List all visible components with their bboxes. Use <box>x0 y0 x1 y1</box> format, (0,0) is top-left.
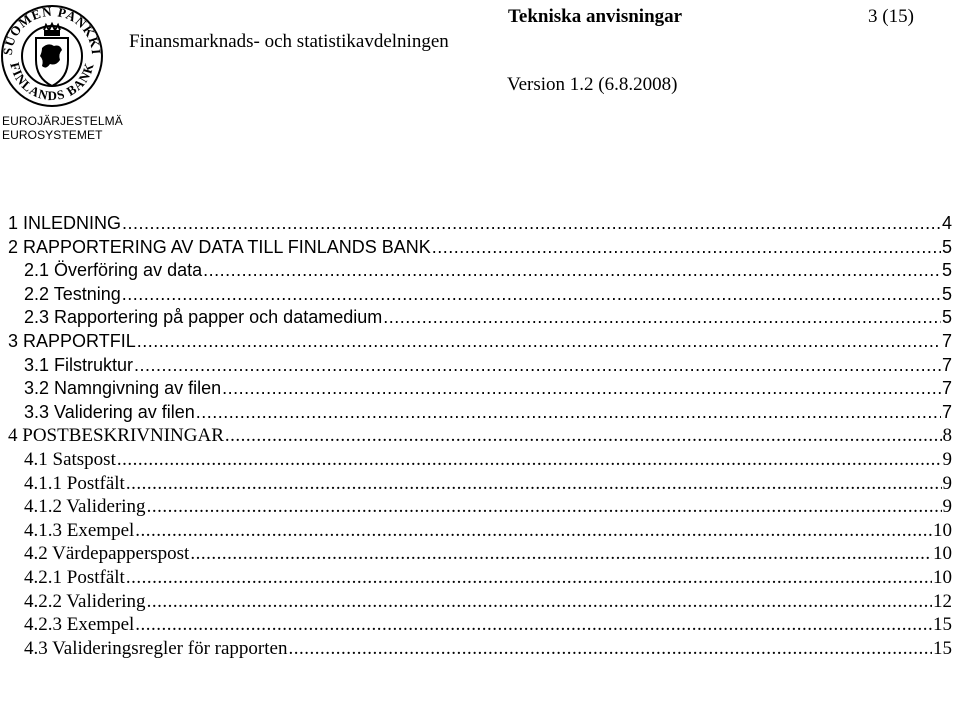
toc-entry-page-number: 5 <box>941 283 952 304</box>
toc-dot-leader <box>288 637 932 661</box>
toc-entry-label: 1 INLEDNING <box>8 213 122 233</box>
toc-dot-leader <box>117 448 942 472</box>
toc-dot-leader <box>126 472 942 496</box>
toc-entry[interactable] <box>0 306 960 330</box>
eurosystem-label-sv: EUROSYSTEMET <box>2 128 103 142</box>
toc-entry[interactable] <box>0 236 960 260</box>
svg-text:FINLANDS BANK <box>7 61 97 104</box>
toc-entry-page-number: 10 <box>933 566 952 588</box>
seal-text-top: SUOMEN PANKKI <box>0 3 104 56</box>
toc-entry-label: 4.2.2 Validering <box>24 590 146 612</box>
toc-entry[interactable] <box>0 519 960 543</box>
toc-entry-page-number: 9 <box>942 448 952 470</box>
toc-dot-leader <box>203 259 941 283</box>
page-number: 3 (15) <box>868 6 914 27</box>
toc-entry-page-number: 15 <box>933 637 952 659</box>
toc-entry[interactable] <box>0 613 960 637</box>
toc-entry-page-number: 10 <box>933 519 952 541</box>
toc-dot-leader <box>122 212 941 236</box>
toc-entry[interactable] <box>0 472 960 496</box>
toc-entry-label: 2.3 Rapportering på papper och datamedium <box>24 307 383 328</box>
toc-dot-leader <box>432 236 941 260</box>
department-name: Finansmarknads- och statistikavdelningen <box>129 31 449 52</box>
toc-entry[interactable] <box>0 448 960 472</box>
toc-entry-page-number: 5 <box>941 260 952 281</box>
toc-dot-leader <box>222 377 941 401</box>
toc-entry-page-number: 12 <box>933 590 952 612</box>
toc-entry-label: 4.1.3 Exempel <box>24 519 135 541</box>
toc-entry[interactable] <box>0 283 960 307</box>
toc-entry-label: 4 POSTBESKRIVNINGAR <box>8 425 224 447</box>
toc-entry-page-number: 7 <box>941 330 952 351</box>
bank-seal-icon <box>0 0 104 112</box>
toc-entry-label: 2 RAPPORTERING AV DATA TILL FINLANDS BANK <box>8 236 431 257</box>
toc-entry-label: 3 RAPPORTFIL <box>8 330 136 351</box>
toc-entry-label: 3.3 Validering av filen <box>24 401 195 422</box>
eurosystem-label-fi: EUROJÄRJESTELMÄ <box>2 114 123 128</box>
toc-dot-leader <box>126 566 932 590</box>
toc-dot-leader <box>135 519 932 543</box>
toc-entry-page-number: 15 <box>933 614 952 636</box>
toc-entry[interactable] <box>0 354 960 378</box>
toc-entry-label: 4.2 Värdepapperspost <box>24 543 190 565</box>
toc-dot-leader <box>225 424 942 448</box>
toc-entry-label: 4.2.1 Postfält <box>24 566 125 588</box>
toc-entry[interactable] <box>0 542 960 566</box>
document-title: Tekniska anvisningar <box>508 6 683 27</box>
toc-dot-leader <box>196 401 941 425</box>
lion-crest-icon <box>36 24 68 86</box>
toc-entry-page-number: 9 <box>942 472 952 494</box>
toc-entry[interactable] <box>0 495 960 519</box>
toc-dot-leader <box>383 306 941 330</box>
toc-entry[interactable] <box>0 401 960 425</box>
toc-entry-page-number: 4 <box>941 213 952 233</box>
toc-entry-page-number: 7 <box>941 401 952 422</box>
toc-entry[interactable] <box>0 212 960 236</box>
toc-entry-label: 4.2.3 Exempel <box>24 614 135 636</box>
toc-entry-label: 2.1 Överföring av data <box>24 260 203 281</box>
toc-entry-label: 4.1.2 Validering <box>24 496 146 518</box>
toc-entry[interactable] <box>0 590 960 614</box>
toc-entry-label: 4.3 Valideringsregler för rapporten <box>24 637 288 659</box>
table-of-contents <box>0 212 960 660</box>
document-version: Version 1.2 (6.8.2008) <box>507 74 678 95</box>
seal-text-bottom: FINLANDS BANK <box>7 60 97 104</box>
toc-entry-label: 4.1.1 Postfält <box>24 472 125 494</box>
toc-entry-label: 2.2 Testning <box>24 283 121 304</box>
toc-entry-page-number: 5 <box>941 307 952 328</box>
toc-entry-page-number: 10 <box>933 543 952 565</box>
toc-dot-leader <box>134 354 941 378</box>
toc-entry-page-number: 7 <box>941 354 952 375</box>
toc-entry[interactable] <box>0 377 960 401</box>
toc-entry-label: 3.2 Namngivning av filen <box>24 378 222 399</box>
toc-entry[interactable] <box>0 566 960 590</box>
toc-entry[interactable] <box>0 637 960 661</box>
toc-entry[interactable] <box>0 259 960 283</box>
toc-dot-leader <box>190 542 932 566</box>
toc-entry-page-number: 5 <box>941 236 952 257</box>
toc-dot-leader <box>147 590 932 614</box>
toc-dot-leader <box>147 495 942 519</box>
toc-entry-page-number: 9 <box>942 496 952 518</box>
toc-entry-label: 4.1 Satspost <box>24 448 116 470</box>
toc-entry-page-number: 7 <box>941 378 952 399</box>
toc-entry[interactable] <box>0 330 960 354</box>
toc-dot-leader <box>135 613 932 637</box>
toc-entry-label: 3.1 Filstruktur <box>24 354 134 375</box>
bank-logo <box>0 0 123 150</box>
toc-dot-leader <box>122 283 941 307</box>
toc-entry-page-number: 8 <box>942 425 952 447</box>
toc-dot-leader <box>137 330 941 354</box>
toc-entry[interactable] <box>0 424 960 448</box>
